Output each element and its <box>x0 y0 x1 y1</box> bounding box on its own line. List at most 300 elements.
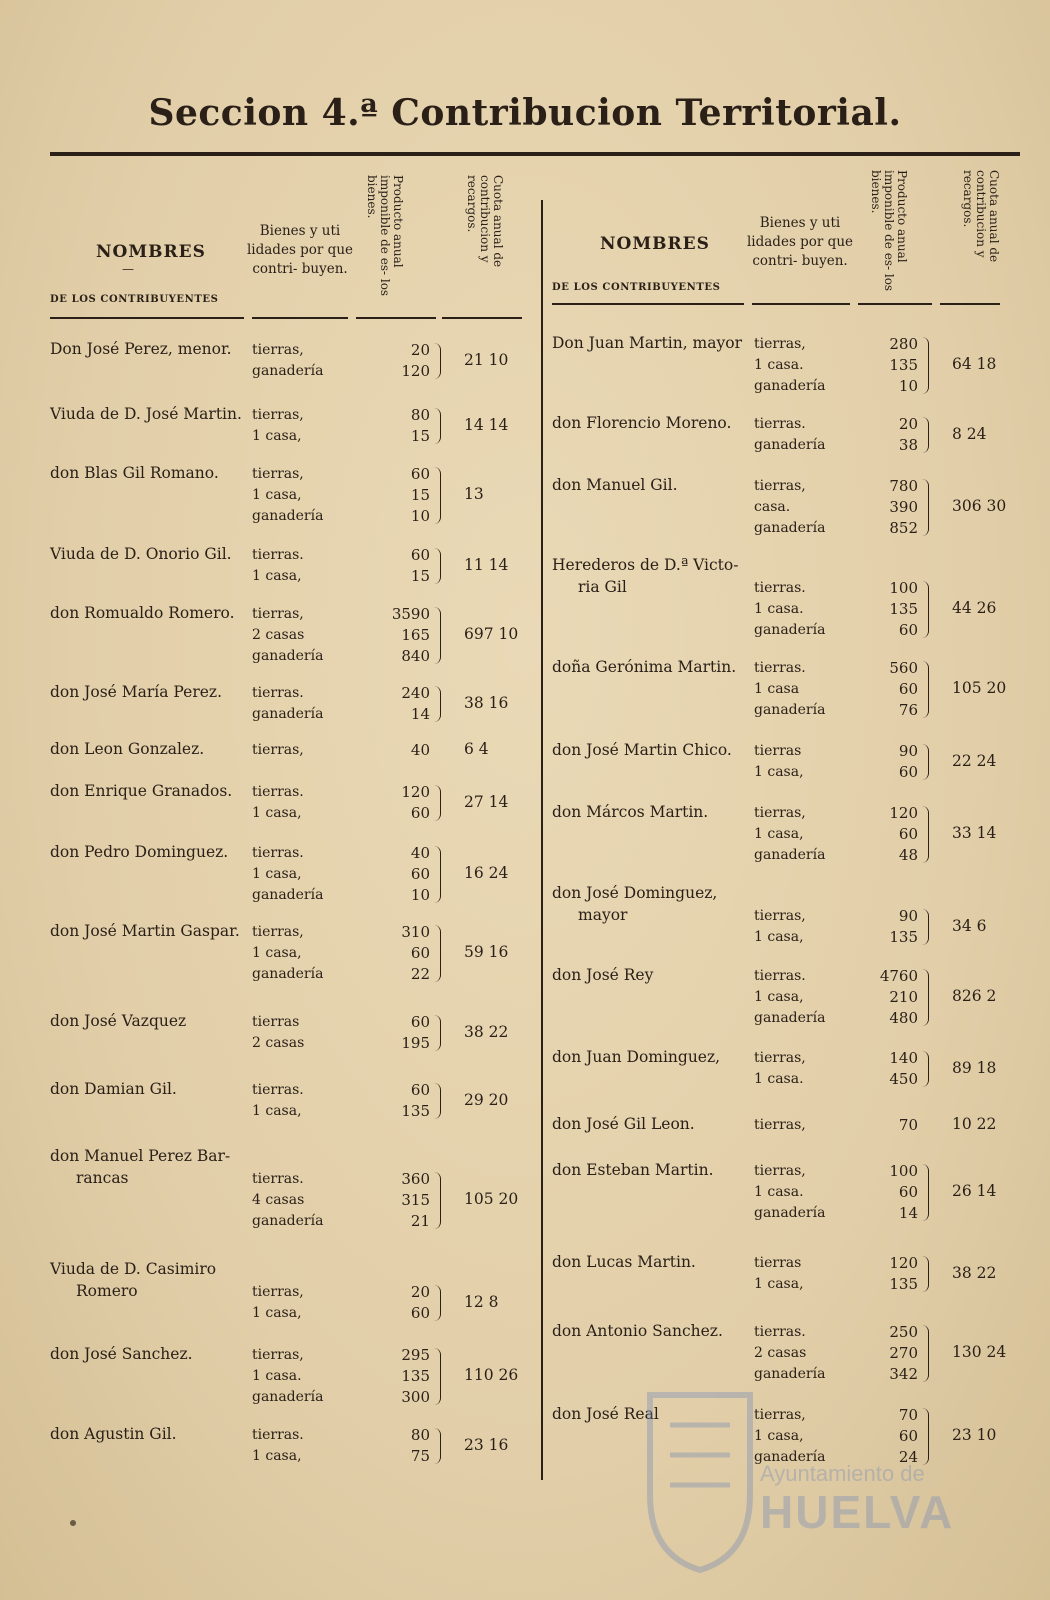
product-value: 3590 <box>391 605 430 623</box>
brace <box>922 479 929 536</box>
goods-list <box>754 1253 804 1295</box>
goods-item: tierras. <box>754 580 806 596</box>
left-header-rule <box>50 317 244 319</box>
product-value: 60 <box>898 763 918 781</box>
left-header-rule-4 <box>442 317 522 319</box>
list-item <box>552 658 1022 738</box>
cuota-value: 826 2 <box>952 987 997 1005</box>
ink-spot <box>70 1520 76 1526</box>
product-value: 300 <box>401 1388 430 1406</box>
cuota-value: 64 18 <box>952 355 997 373</box>
product-value: 40 <box>410 844 430 862</box>
header-nombres: NOMBRES <box>96 242 206 262</box>
product-value: 60 <box>410 1304 430 1322</box>
product-value: 10 <box>410 886 430 904</box>
product-value: 360 <box>401 1170 430 1188</box>
cuota-value: 38 16 <box>464 693 509 712</box>
list-item <box>50 1147 520 1230</box>
goods-list <box>252 464 323 527</box>
brace <box>434 1015 441 1051</box>
goods-item: ganadería <box>754 1205 826 1221</box>
goods-item: 1 casa, <box>754 989 804 1005</box>
product-value: 135 <box>401 1102 430 1120</box>
product-value: 135 <box>889 1275 918 1293</box>
product-value: 135 <box>401 1367 430 1385</box>
goods-item: 2 casas <box>252 627 305 643</box>
watermark-line1: Ayuntamiento de <box>760 1461 925 1486</box>
cuota-value: 306 30 <box>952 497 1007 515</box>
goods-item: 1 casa. <box>754 601 804 617</box>
contributor-name: don José Sanchez. <box>50 1345 193 1363</box>
goods-list <box>754 414 825 456</box>
cuota-value: 27 14 <box>464 792 509 811</box>
page-title: Seccion 4.ª Contribucion Territorial. <box>148 92 902 134</box>
product-value: 560 <box>889 659 918 677</box>
product-values <box>870 658 918 721</box>
brace <box>434 846 441 903</box>
product-value: 270 <box>889 1344 918 1362</box>
left-header-rule-3 <box>356 317 436 319</box>
goods-list <box>754 1048 806 1090</box>
goods-item: 1 casa, <box>754 929 804 945</box>
goods-item: tierras, <box>252 924 304 940</box>
contributor-name: don Agustin Gil. <box>50 1425 177 1443</box>
product-values <box>382 1425 430 1467</box>
brace <box>922 1325 929 1382</box>
goods-item: 1 casa <box>754 681 800 697</box>
product-values <box>870 578 918 641</box>
product-values <box>382 405 430 447</box>
contributor-name: don José María Perez. <box>50 683 222 701</box>
product-value: 195 <box>401 1034 430 1052</box>
goods-list <box>754 658 825 721</box>
watermark <box>640 1385 1000 1575</box>
product-value: 60 <box>898 621 918 639</box>
goods-item: 1 casa, <box>754 826 804 842</box>
cuota-value: 14 14 <box>464 415 509 434</box>
contributor-name: don Antonio Sanchez. <box>552 1322 723 1340</box>
product-value: 295 <box>401 1346 430 1364</box>
header-bienes-right: Bienes y uti lidades por que contri- buyen. <box>746 215 854 269</box>
brace <box>434 1348 441 1405</box>
contributor-name: don José Dominguez, <box>552 884 718 902</box>
goods-item: tierras. <box>252 1171 304 1187</box>
cuota-value: 23 10 <box>952 1426 997 1444</box>
contributor-name: Viuda de D. Casimiro <box>50 1260 217 1278</box>
brace <box>922 909 929 945</box>
goods-item: ganadería <box>252 648 324 664</box>
goods-list <box>252 604 323 667</box>
goods-item: tierras, <box>754 336 806 352</box>
product-value: 120 <box>889 804 918 822</box>
goods-item: ganadería <box>754 1449 826 1465</box>
goods-item: casa. <box>754 499 791 515</box>
cuota-value: 16 24 <box>464 864 509 882</box>
goods-item: tierras. <box>252 1427 304 1443</box>
goods-list <box>754 476 825 539</box>
product-value: 10 <box>410 507 430 525</box>
goods-item: ganadería <box>754 437 826 453</box>
goods-item: tierras, <box>754 908 806 924</box>
product-values <box>870 414 918 456</box>
brace <box>434 925 441 982</box>
goods-item: tierras, <box>252 466 304 482</box>
goods-item: 1 casa, <box>252 487 302 503</box>
brace <box>434 607 441 664</box>
product-values <box>870 1161 918 1224</box>
right-header-rule-3 <box>858 303 932 305</box>
goods-item: ganadería <box>754 702 826 718</box>
contributor-name: doña Gerónima Martin. <box>552 658 737 676</box>
product-value: 24 <box>898 1448 918 1466</box>
contributor-name: don Pedro Dominguez. <box>50 843 229 861</box>
cuota-value: 38 22 <box>464 1022 509 1041</box>
goods-item: tierras. <box>252 845 304 861</box>
cuota-value: 8 24 <box>952 424 987 443</box>
product-value: 120 <box>889 1254 918 1272</box>
product-value: 21 <box>410 1212 430 1230</box>
brace <box>434 785 441 821</box>
list-item <box>552 476 1022 556</box>
brace <box>922 337 929 394</box>
cuota-value: 12 8 <box>464 1292 499 1311</box>
brace <box>922 661 929 718</box>
product-value: 15 <box>410 427 430 445</box>
product-value: 310 <box>401 923 430 941</box>
goods-list <box>252 843 323 906</box>
cuota-value: 10 22 <box>952 1115 997 1133</box>
product-value: 90 <box>898 907 918 925</box>
product-values <box>382 1169 430 1232</box>
right-header <box>552 170 1022 320</box>
goods-list <box>252 1012 304 1054</box>
product-values <box>382 1012 430 1054</box>
product-value: 70 <box>898 1406 918 1424</box>
goods-item: 1 casa. <box>754 357 804 373</box>
header-cuota: Cuota anual de contribucion y recargos. <box>465 175 505 268</box>
list-item <box>50 464 520 544</box>
goods-item: tierras, <box>754 1117 806 1133</box>
product-value: 120 <box>401 362 430 380</box>
right-header-rule-2 <box>752 303 850 305</box>
cuota-value: 38 22 <box>952 1263 997 1282</box>
product-value: 165 <box>401 626 430 644</box>
list-item <box>50 1345 520 1425</box>
product-value: 342 <box>889 1365 918 1383</box>
contributor-name: Viuda de D. José Martin. <box>50 405 242 423</box>
goods-list <box>252 340 323 382</box>
product-values <box>382 464 430 527</box>
contributor-name: Don José Perez, menor. <box>50 340 232 358</box>
product-value: 20 <box>898 415 918 433</box>
goods-item: tierras. <box>252 784 304 800</box>
cuota-value: 29 20 <box>464 1090 509 1109</box>
brace <box>434 686 441 722</box>
contributor-name: Don Juan Martin, mayor <box>552 334 742 352</box>
brace <box>434 343 441 379</box>
goods-item: tierras. <box>754 660 806 676</box>
product-value: 60 <box>410 1013 430 1031</box>
product-value: 60 <box>410 865 430 883</box>
contributor-name: don Manuel Gil. <box>552 476 678 494</box>
goods-list <box>754 1161 825 1224</box>
goods-list <box>252 922 323 985</box>
list-item <box>50 922 520 1002</box>
cuota-value: 130 24 <box>952 1343 1007 1361</box>
product-values <box>870 334 918 397</box>
contributor-name: don José Martin Gaspar. <box>50 922 240 940</box>
list-item <box>552 966 1022 1046</box>
contributor-name: don Esteban Martin. <box>552 1161 714 1179</box>
goods-item: 1 casa, <box>754 1276 804 1292</box>
goods-item: 1 casa, <box>252 1305 302 1321</box>
contributor-name: don Blas Gil Romano. <box>50 464 219 482</box>
goods-item: tierras, <box>754 1407 806 1423</box>
goods-item: tierras. <box>252 547 304 563</box>
goods-item: tierras, <box>252 342 304 358</box>
product-values <box>382 740 430 761</box>
cuota-value: 34 6 <box>952 916 987 935</box>
product-value: 76 <box>898 701 918 719</box>
cuota-value: 33 14 <box>952 824 997 842</box>
product-value: 60 <box>898 1427 918 1445</box>
brace <box>434 1285 441 1321</box>
contributor-name: don Manuel Perez Bar- <box>50 1147 231 1165</box>
goods-item: ganadería <box>754 1010 826 1026</box>
product-value: 14 <box>410 705 430 723</box>
list-item <box>552 1253 1022 1333</box>
goods-item: 1 casa. <box>754 1184 804 1200</box>
product-value: 100 <box>889 579 918 597</box>
product-values <box>382 922 430 985</box>
goods-item: 4 casas <box>252 1192 305 1208</box>
product-value: 20 <box>410 341 430 359</box>
goods-list <box>754 966 825 1029</box>
product-value: 780 <box>889 477 918 495</box>
goods-item: tierras, <box>252 407 304 423</box>
contributor-name: Viuda de D. Onorio Gil. <box>50 545 232 563</box>
goods-item: tierras, <box>252 1284 304 1300</box>
goods-item: 2 casas <box>754 1345 807 1361</box>
brace <box>434 1428 441 1464</box>
goods-item: tierras, <box>754 805 806 821</box>
cuota-value: 105 20 <box>464 1190 519 1208</box>
product-values <box>382 782 430 824</box>
cuota-value: 13 <box>464 485 484 503</box>
goods-item: 1 casa, <box>754 764 804 780</box>
goods-item: 1 casa, <box>252 1448 302 1464</box>
product-value: 852 <box>889 519 918 537</box>
product-values <box>870 1115 918 1136</box>
goods-item: 1 casa, <box>252 805 302 821</box>
product-values <box>870 1048 918 1090</box>
left-header <box>50 170 540 320</box>
contributor-name: don Florencio Moreno. <box>552 414 732 432</box>
cuota-value: 22 24 <box>952 751 997 770</box>
product-values <box>870 1253 918 1295</box>
goods-list <box>754 906 806 948</box>
product-values <box>382 1345 430 1408</box>
goods-list <box>252 1169 323 1232</box>
list-item <box>50 1260 520 1340</box>
list-item <box>552 334 1022 414</box>
goods-list <box>754 1115 806 1136</box>
goods-item: tierras <box>252 1014 300 1030</box>
goods-item: tierras. <box>754 968 806 984</box>
header-cuota-right: Cuota anual de contribucion y recargos. <box>961 170 1001 263</box>
goods-list <box>252 405 304 447</box>
product-value: 75 <box>410 1447 430 1465</box>
brace <box>434 467 441 524</box>
goods-item: tierras, <box>754 1050 806 1066</box>
brace <box>922 581 929 638</box>
goods-item: 1 casa, <box>252 866 302 882</box>
contributor-name: don Juan Dominguez, <box>552 1048 721 1066</box>
list-item <box>552 884 1022 964</box>
goods-item: tierras, <box>252 742 304 758</box>
watermark-line2: HUELVA <box>760 1486 955 1538</box>
shield-icon <box>640 1385 760 1575</box>
contributor-name: don Leon Gonzalez. <box>50 740 205 758</box>
contributor-name: don José Martin Chico. <box>552 741 732 759</box>
product-value: 80 <box>410 1426 430 1444</box>
goods-item: tierras. <box>252 685 304 701</box>
goods-item: ganadería <box>252 363 324 379</box>
brace <box>434 1172 441 1229</box>
goods-list <box>252 1425 304 1467</box>
brace <box>922 1164 929 1221</box>
goods-item: tierras <box>754 1255 802 1271</box>
goods-list <box>252 1345 323 1408</box>
contributor-name-cont: rancas <box>76 1169 129 1187</box>
product-value: 80 <box>410 406 430 424</box>
goods-list <box>754 1322 825 1385</box>
product-values <box>382 1282 430 1324</box>
goods-item: ganadería <box>754 520 826 536</box>
brace <box>922 969 929 1026</box>
list-item <box>50 843 520 923</box>
list-item <box>552 1161 1022 1241</box>
product-value: 120 <box>401 783 430 801</box>
brace <box>434 1083 441 1119</box>
product-values <box>382 604 430 667</box>
goods-item: 1 casa, <box>252 568 302 584</box>
product-value: 250 <box>889 1323 918 1341</box>
goods-item: 1 casa. <box>754 1071 804 1087</box>
product-value: 450 <box>889 1070 918 1088</box>
goods-item: tierras. <box>754 416 806 432</box>
goods-list <box>252 683 323 725</box>
goods-item: tierras <box>754 743 802 759</box>
contributor-name: don Márcos Martin. <box>552 803 709 821</box>
goods-item: ganadería <box>754 622 826 638</box>
product-value: 240 <box>401 684 430 702</box>
cuota-value: 44 26 <box>952 599 997 617</box>
product-values <box>382 545 430 587</box>
cuota-value: 11 14 <box>464 555 509 574</box>
product-value: 4760 <box>879 967 918 985</box>
cuota-value: 697 10 <box>464 625 519 643</box>
contributor-name-cont: Romero <box>76 1282 138 1300</box>
cuota-value: 105 20 <box>952 679 1007 697</box>
goods-item: tierras, <box>754 1163 806 1179</box>
brace <box>922 744 929 780</box>
contributor-name: Herederos de D.ª Victo- <box>552 556 739 574</box>
product-value: 60 <box>410 1081 430 1099</box>
goods-item: ganadería <box>252 1389 324 1405</box>
product-value: 10 <box>898 377 918 395</box>
goods-list <box>754 803 825 866</box>
list-item <box>50 1425 520 1505</box>
product-value: 390 <box>889 498 918 516</box>
goods-item: tierras, <box>754 478 806 494</box>
product-value: 60 <box>410 944 430 962</box>
product-values <box>382 843 430 906</box>
product-value: 15 <box>410 567 430 585</box>
goods-item: 1 casa, <box>252 945 302 961</box>
product-values <box>870 966 918 1029</box>
product-values <box>382 1080 430 1122</box>
contributor-name-cont: mayor <box>578 906 628 924</box>
product-value: 210 <box>889 988 918 1006</box>
list-item <box>552 556 1022 639</box>
product-value: 60 <box>898 1183 918 1201</box>
contributor-name: don Lucas Martin. <box>552 1253 696 1271</box>
contributor-name: don Damian Gil. <box>50 1080 177 1098</box>
cuota-value: 23 16 <box>464 1435 509 1454</box>
contributor-name: don José Rey <box>552 966 654 984</box>
header-bienes: Bienes y uti lidades por que contri- buyen. <box>246 223 354 277</box>
product-value: 315 <box>401 1191 430 1209</box>
header-de-los-right: DE LOS CONTRIBUYENTES <box>552 282 721 293</box>
contributor-name-cont: ria Gil <box>578 578 627 596</box>
product-values <box>382 340 430 382</box>
list-item <box>50 604 520 684</box>
header-producto: Producto anual imponible de es- los bienes. <box>365 175 405 297</box>
goods-list <box>252 740 304 761</box>
product-value: 40 <box>410 741 430 759</box>
cuota-value: 110 26 <box>464 1366 519 1384</box>
left-header-rule-2 <box>252 317 348 319</box>
product-value: 15 <box>410 486 430 504</box>
brace <box>922 417 929 453</box>
product-value: 48 <box>898 846 918 864</box>
cuota-value: 6 4 <box>464 740 489 758</box>
cuota-value: 89 18 <box>952 1058 997 1077</box>
brace <box>434 408 441 444</box>
goods-item: ganadería <box>252 706 324 722</box>
cuota-value: 21 10 <box>464 350 509 369</box>
column-divider <box>541 200 543 1480</box>
header-dash: — <box>122 262 134 276</box>
header-producto-right: Producto anual imponible de es- los bienes. <box>869 170 909 292</box>
brace <box>922 806 929 863</box>
product-value: 14 <box>898 1204 918 1222</box>
goods-item: ganadería <box>252 1213 324 1229</box>
brace <box>922 1051 929 1087</box>
goods-item: ganadería <box>754 847 826 863</box>
cuota-value: 26 14 <box>952 1182 997 1200</box>
product-value: 60 <box>898 825 918 843</box>
list-item <box>552 803 1022 883</box>
product-value: 90 <box>898 742 918 760</box>
cuota-value: 59 16 <box>464 943 509 961</box>
product-values <box>870 1322 918 1385</box>
contributor-name: don Romualdo Romero. <box>50 604 235 622</box>
goods-item: 2 casas <box>252 1035 305 1051</box>
goods-item: ganadería <box>754 378 826 394</box>
goods-item: ganadería <box>252 887 324 903</box>
